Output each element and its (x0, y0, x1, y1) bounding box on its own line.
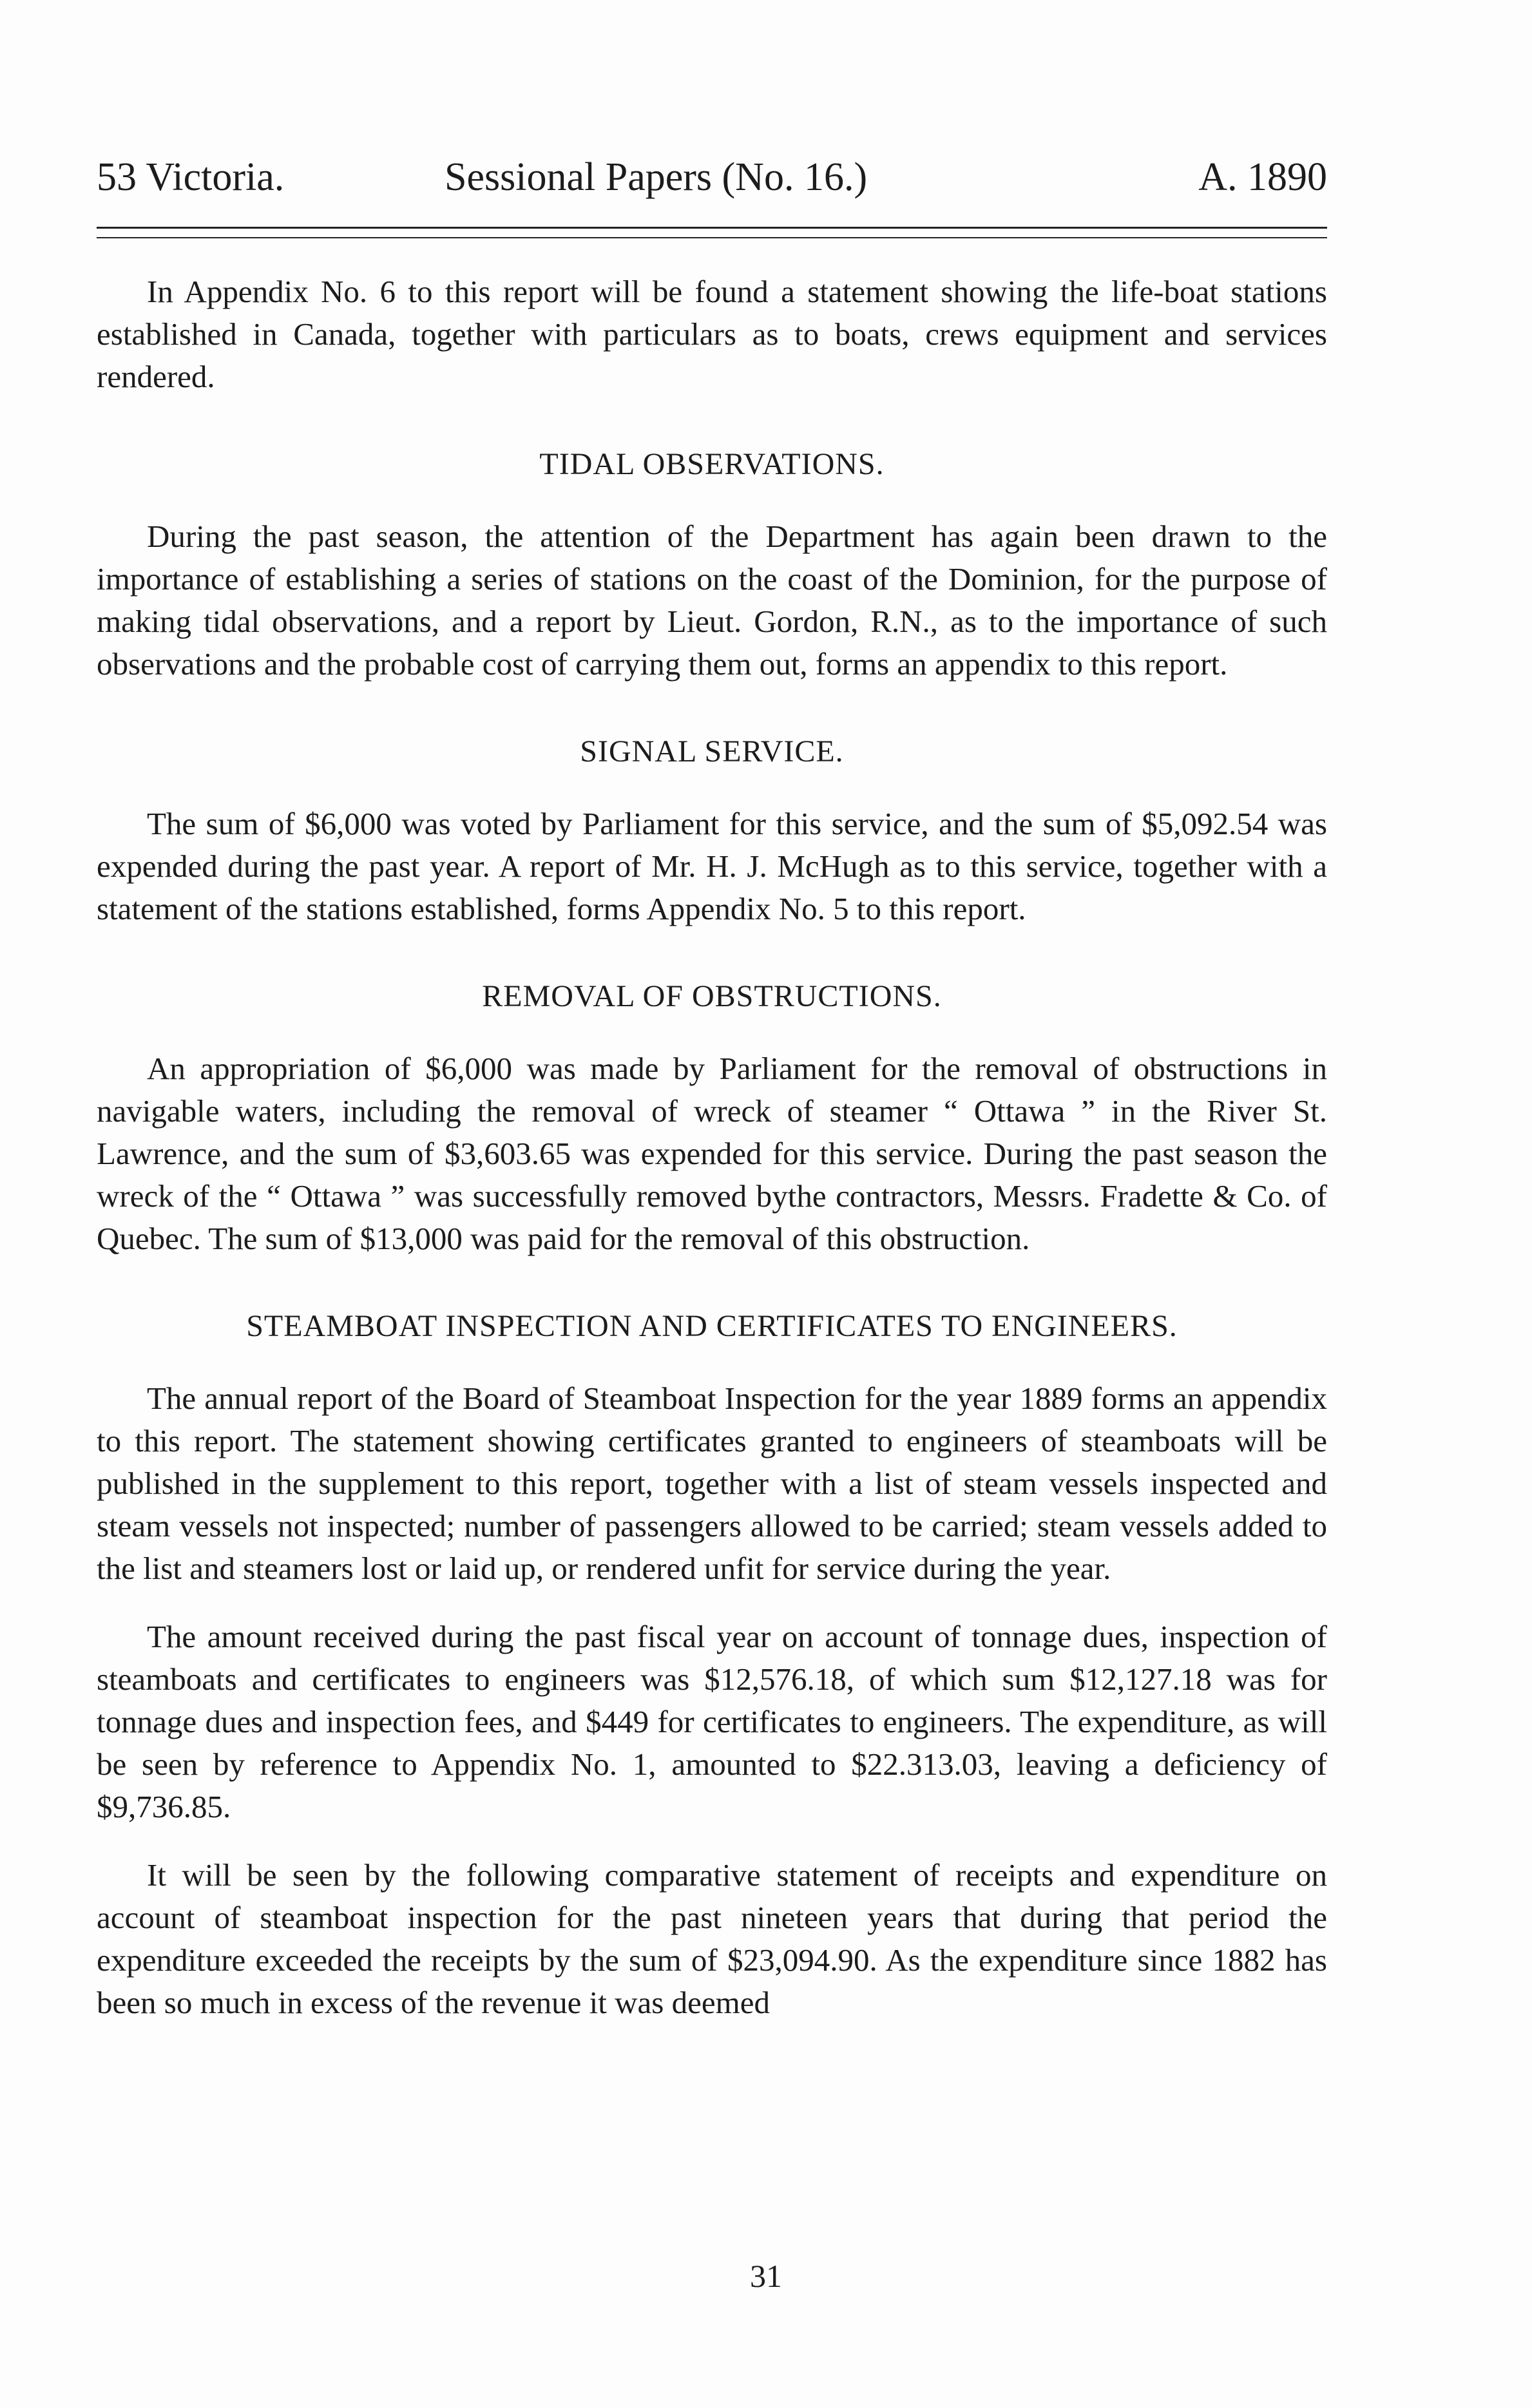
paragraph-steamboat-comparison: It will be seen by the following comparative statement of receipts and expenditure on account of steamboat inspection for the past nineteen years that during that period the expenditure exceeded the receipts by the sum of $23,094.90. As the expenditure since 1882 has been so much in excess of the revenue it was deemed (97, 1857, 1327, 2020)
running-header (97, 148, 1327, 206)
header-rule (97, 227, 1327, 229)
paragraph-steamboat-annual-report: The annual report of the Board of Steamboat Inspection for the year 1889 forms an appendix to this report. The statement showing certificates granted to engineers of steamboats will be published in the supplement to this report, together with a list of steam vessels inspected and steam vessels not inspected; number of passengers allowed to be carried; steam vessels added to the list and steamers lost or laid up, or rendered unfit for service during the year. (97, 1381, 1327, 1586)
paragraph-lifeboat-stations: In Appendix No. 6 to this report will be found a statement showing the life-boat stations established in Canada, together with particulars as to boats, crews equipment and services rendered. (97, 274, 1327, 394)
header-title: Sessional Papers (No. 16.) (445, 155, 868, 199)
page-number: 31 (750, 2258, 782, 2294)
paragraph-tidal-observations: During the past season, the attention of the Department has again been drawn to the importance of establishing a series of stations on the coast of the Dominion, for the purpose of making tidal observations, and a report by Lieut. Gordon, R.N., as to the importance of such observations and the probable cost of carrying them out, forms an appendix to this report. (97, 519, 1327, 682)
header-year: A. 1890 (1198, 155, 1327, 199)
heading-steamboat-inspection: STEAMBOAT INSPECTION AND CERTIFICATES TO ENGINEERS. (246, 1309, 1178, 1343)
header-rule-secondary (97, 237, 1327, 238)
paragraph-removal-of-obstructions: An appropriation of $6,000 was made by Parliament for the removal of obstructions in navigable waters, including the removal of wreck of steamer “ Ottawa ” in the River St. Lawrence, and the sum of $3,603.65 was expended for this service. During the past season the wreck of the “ Ottawa ” was successfully removed bythe contractors, Messrs. Fradette & Co. of Quebec. The sum of $13,000 was paid for the removal of this obstruction. (97, 1051, 1327, 1256)
heading-signal-service: SIGNAL SERVICE. (580, 734, 844, 769)
body-text (97, 271, 1327, 2024)
header-volume: 53 Victoria. (97, 155, 285, 199)
heading-tidal-observations: TIDAL OBSERVATIONS. (539, 447, 885, 481)
paragraph-steamboat-receipts: The amount received during the past fiscal year on account of tonnage dues, inspection of steamboats and certificates to engineers was $12,576.18, of which sum $12,127.18 was for tonnage dues and inspection fees, and $449 for certificates to engineers. The expenditure, as will be seen by reference to Appendix No. 1, amounted to $22.313.03, leaving a deficiency of $9,736.85. (97, 1619, 1327, 1824)
paragraph-signal-service: The sum of $6,000 was voted by Parliament for this service, and the sum of $5,092.54 was expended during the past year. A report of Mr. H. J. McHugh as to this service, together with a statement of the stations established, forms Appendix No. 5 to this report. (97, 806, 1327, 926)
heading-removal-of-obstructions: REMOVAL OF OBSTRUCTIONS. (482, 979, 942, 1013)
